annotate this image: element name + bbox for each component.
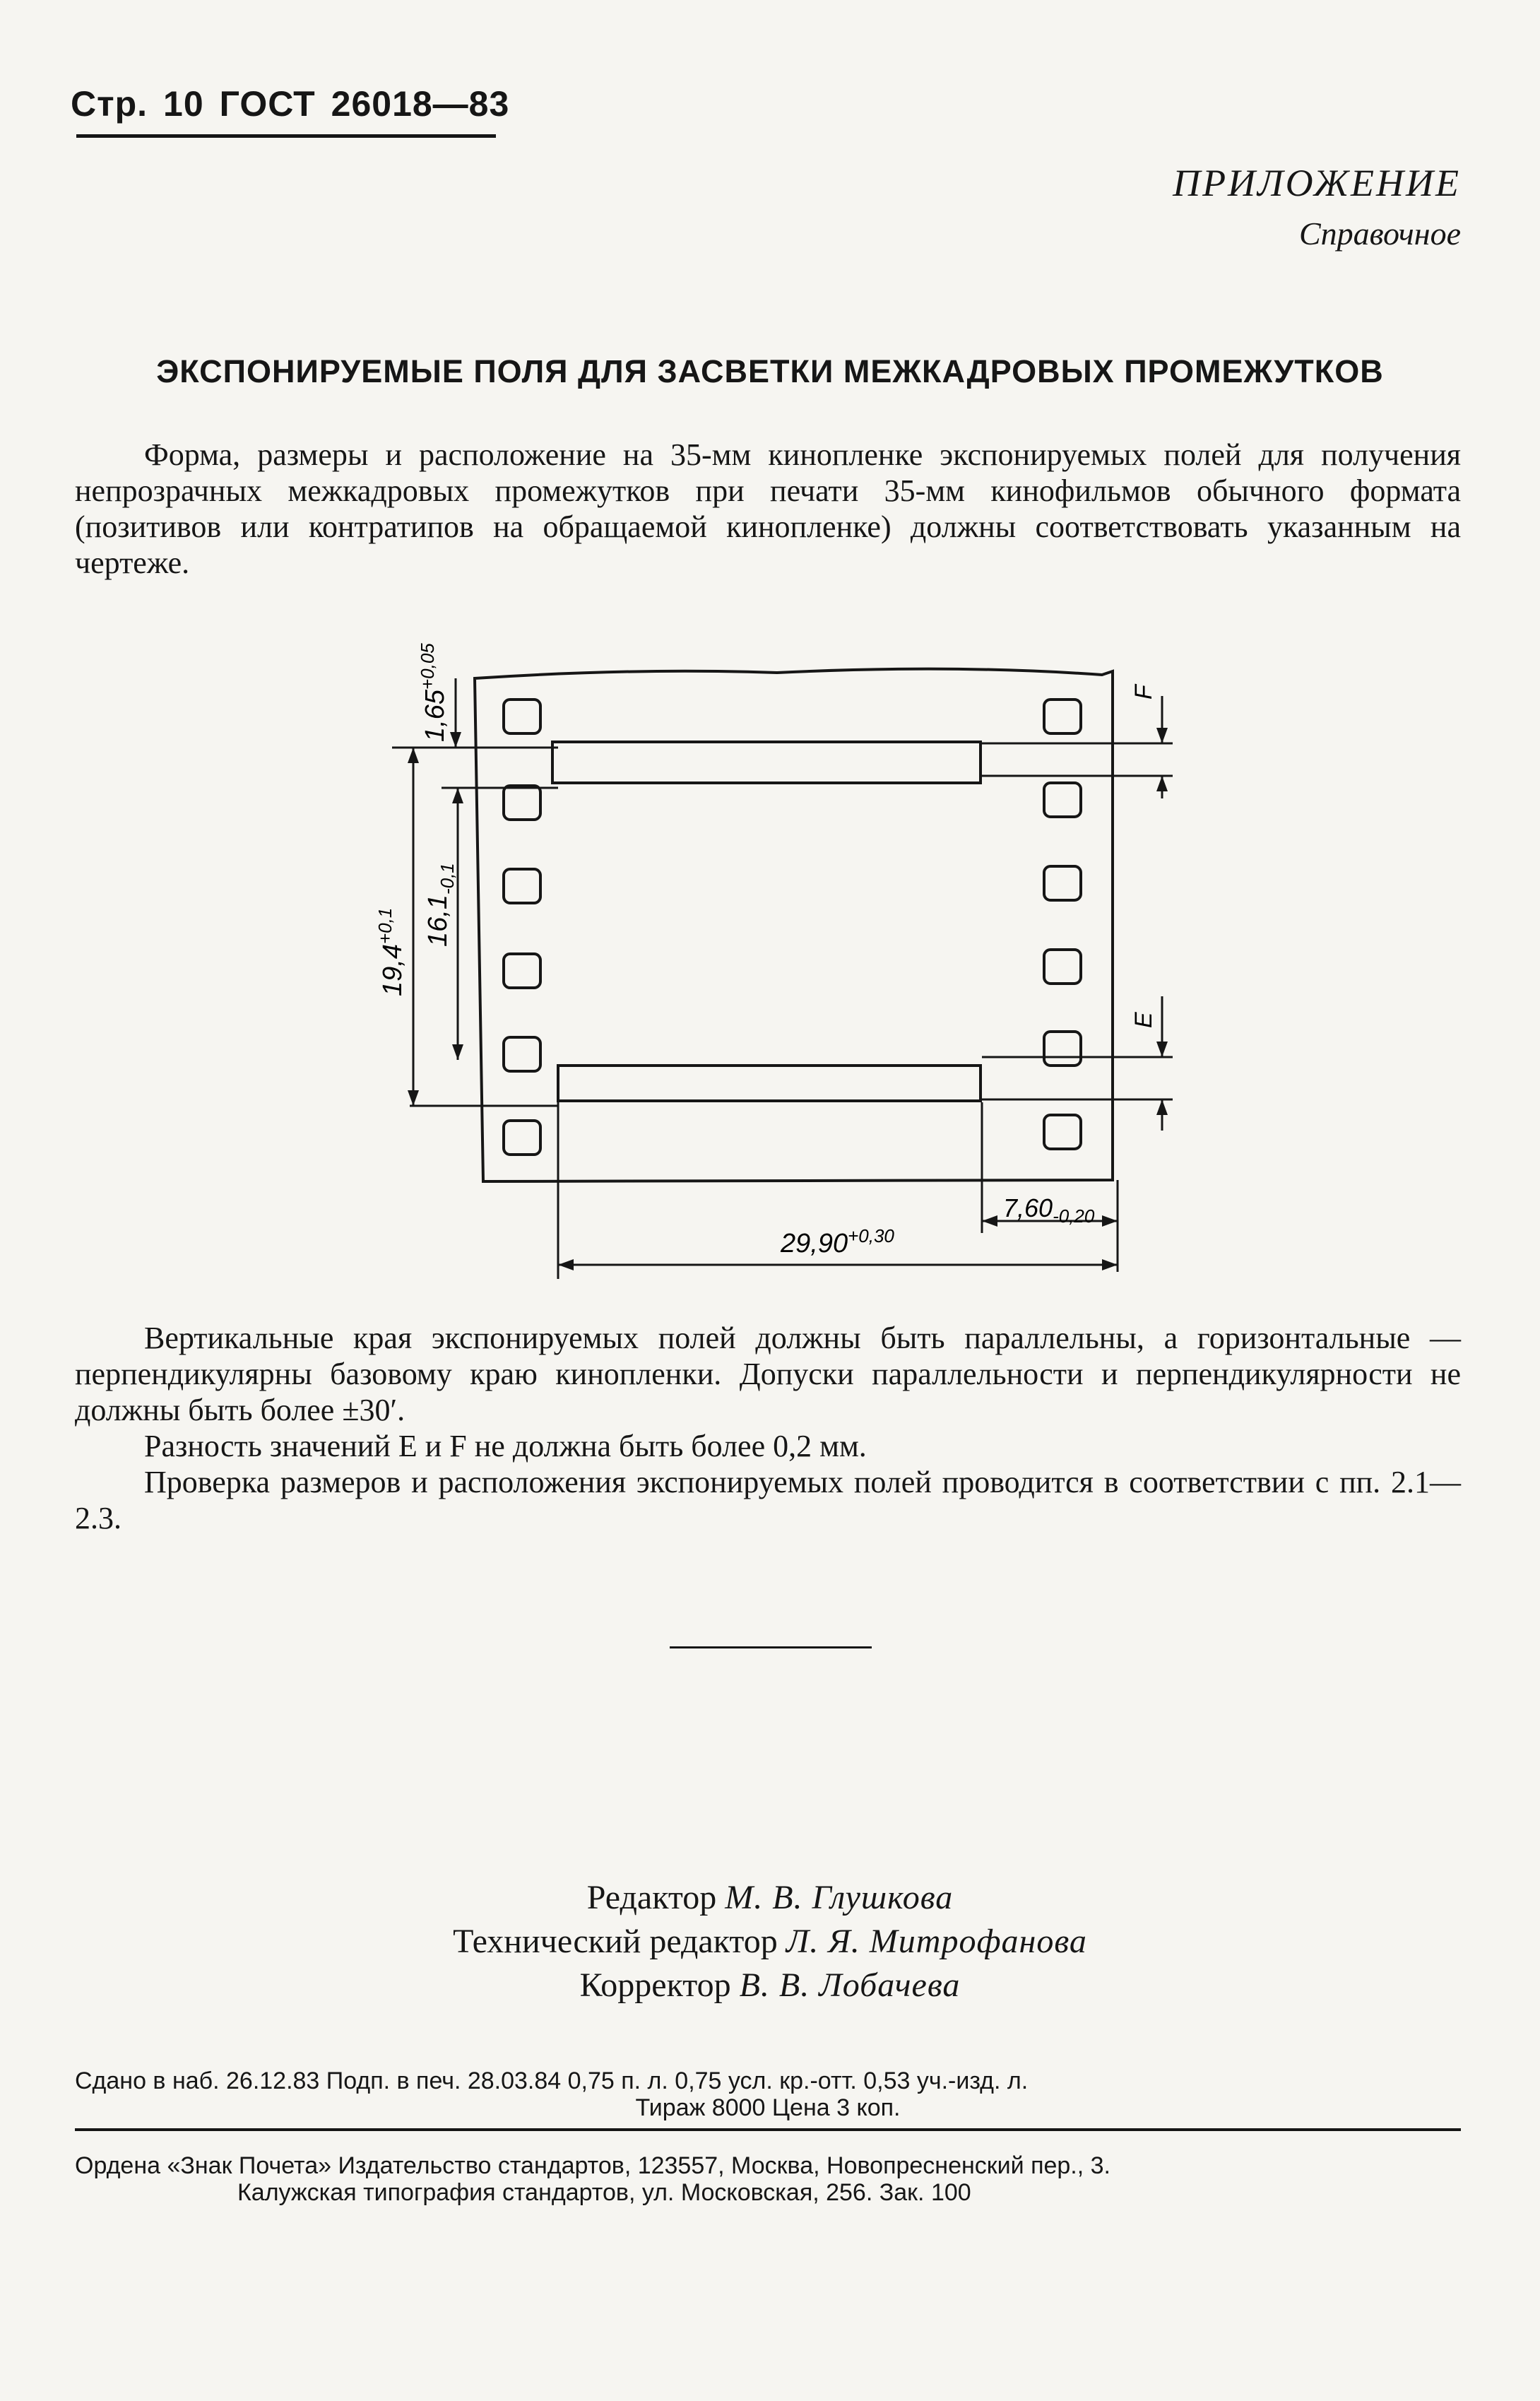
body-paragraph-1: Вертикальные края экспонируемых полей должны быть параллельны, а горизонтальные — перпендикулярны базовому краю кинопленки. Допуски параллельности и перпендикулярности не должны быть более ±30′. xyxy=(75,1321,1461,1427)
intro-text: Форма, размеры и расположение на 35-мм кинопленке экспонируемых полей для получения непрозрачных межкадровых промежутков при печати 35-мм кинофильмов обычного формата (позитивов или контратипов на обращаемой кинопленке) должны соответствовать указанным на чертеже. xyxy=(75,437,1461,580)
page-label: Стр. xyxy=(71,84,148,124)
label-e: E xyxy=(1130,1012,1157,1028)
perforation xyxy=(504,786,540,820)
perforation xyxy=(1044,866,1081,900)
imprint-line-3: Ордена «Знак Почета» Издательство стандартов, 123557, Москва, Новопресненский пер., 3. xyxy=(75,2152,1111,2179)
header-rule xyxy=(76,134,496,138)
intro-paragraph xyxy=(75,437,1461,581)
section-title: ЭКСПОНИРУЕМЫЕ ПОЛЯ ДЛЯ ЗАСВЕТКИ МЕЖКАДРОВЫХ ПРОМЕЖУТКОВ xyxy=(156,353,1384,389)
label-f: F xyxy=(1130,685,1157,700)
dim-field-width: $29,90^{+0,30}$ xyxy=(781,1225,894,1258)
perforation xyxy=(504,1121,540,1155)
appendix-title: ПРИЛОЖЕНИЕ xyxy=(1173,162,1461,204)
appendix-subtitle: Справочное xyxy=(1298,216,1461,252)
imprint-print-info xyxy=(75,2067,1461,2121)
perforation xyxy=(1044,783,1081,817)
imprint-publisher xyxy=(75,2152,1461,2206)
perforation xyxy=(504,1037,540,1071)
exposed-field-bottom xyxy=(558,1066,981,1101)
page-number: 10 xyxy=(163,84,204,124)
perforation xyxy=(1044,1115,1081,1149)
imprint-rule xyxy=(75,2128,1461,2131)
standard-label: ГОСТ xyxy=(219,84,316,124)
standard-number: 26018—83 xyxy=(331,84,510,124)
credit-editor: Редактор М. В. Глушкова xyxy=(586,1879,954,1916)
perforation xyxy=(504,954,540,988)
film-strip-outline xyxy=(475,669,1113,1181)
perforation xyxy=(1044,950,1081,984)
body-paragraph-3: Проверка размеров и расположения экспонируемых полей проводится в соответствии с пп. 2.1—2.3. xyxy=(75,1465,1461,1535)
imprint-line-1: Сдано в наб. 26.12.83 Подп. в печ. 28.03.84 0,75 п. л. 0,75 усл. кр.-отт. 0,53 уч.-изд. л. xyxy=(75,2067,1029,2094)
dim-inner-height: $16,1_{-0,1}$ xyxy=(423,863,458,947)
exposed-field-top xyxy=(552,742,981,783)
appendix-label xyxy=(1173,161,1461,252)
body-paragraph-2: Разность значений E и F не должна быть более 0,2 мм. xyxy=(144,1429,867,1463)
credits xyxy=(0,1876,1540,2007)
body-text xyxy=(75,1320,1461,1536)
imprint-line-2: Тираж 8000 Цена 3 коп. xyxy=(635,2094,901,2121)
perforation xyxy=(504,700,540,733)
perforation xyxy=(1044,1032,1081,1066)
credit-proofreader: Корректор В. В. Лобачева xyxy=(579,1966,961,2004)
dim-outer-height: $19,4^{+0,1}$ xyxy=(374,907,408,996)
separator-rule xyxy=(670,1646,872,1648)
film-drawing xyxy=(0,608,1540,1321)
page-header xyxy=(71,83,525,124)
perforation xyxy=(1044,700,1081,733)
dim-right-margin: $7,60_{-0,20}$ xyxy=(1003,1193,1095,1227)
credit-tech-editor: Технический редактор Л. Я. Митрофанова xyxy=(453,1923,1087,1960)
perforation xyxy=(504,869,540,903)
imprint-line-4: Калужская типография стандартов, ул. Московская, 256. Зак. 100 xyxy=(237,2179,971,2206)
dim-top-offset: $1,65^{+0,05}$ xyxy=(417,643,450,742)
